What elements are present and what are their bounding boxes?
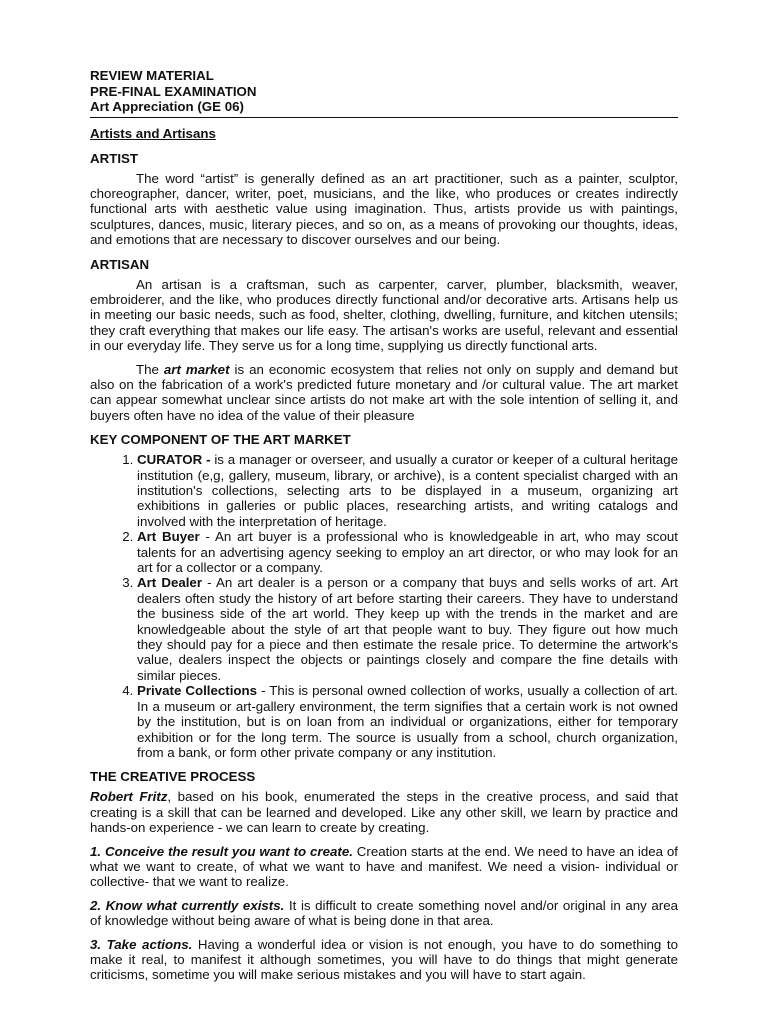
header-exam-title: PRE-FINAL EXAMINATION [90,83,257,99]
list-item-text: - An art dealer is a person or a company that buys and sells works of art. Art dealers often study the history of art before starting their careers. They have to understand the business side of the art world. They keep up with the trends in the market and are knowledgeable about the style of art that people want to buy. They figure out how much they should pay for a piece and then estimate the resale price. To determine the artwork's value, dealers inspect the objects or paintings closely and compare the fine details with similar pieces. [137,575,678,683]
list-item-text: is a manager or overseer, and usually a curator or keeper of a cultural heritage institution (e,g, gallery, museum, library, or archive), is a content specialist charged with an institution's collections, selecting arts to be displayed in a museum, organizing art exhibitions in galleries or public places, researching artists, and writing catalogs and involved with the interpretation of heritage. [137,452,678,529]
list-item-term: Art Dealer [137,575,202,591]
document-header [90,68,678,118]
step-title: 3. Take actions. [90,936,193,952]
art-market-paragraph [90,362,678,424]
list-item-term: CURATOR - [137,452,211,468]
list-item-term: Art Buyer [137,529,200,545]
artist-paragraph: The word “artist” is generally defined as an art practitioner, such as a painter, sculptor, choreographer, dancer, writer, poet, musicians, and the like, who produces or creates indirectly functional arts with aesthetic value using imagination. Thus, artists provide us with paintings, sculptures, dances, music, literary pieces, and so on, as a means of provoking our thoughts, ideas, and emotions that are necessary to discover ourselves and our being. [90,170,678,248]
list-item-curator [137,452,678,529]
step-text: Creation starts at the end. We need to have an idea of what we want to create, of what we want to have and manifest. We need a vision- individual or collective- that we want to realize. [90,843,678,890]
creative-process-heading: THE CREATIVE PROCESS [90,769,256,785]
step-text: Having a wonderful idea or vision is not enough, you have to do something to make it real, to manifest it although sometimes, you will have to do things that might generate criticisms, sometime you will make serious mistakes and you will have to start again. [90,936,678,983]
header-rule [90,117,678,118]
artisan-paragraph: An artisan is a craftsman, such as carpenter, carver, plumber, blacksmith, weaver, embroiderer, and the like, who produces directly functional and/or decorative arts. Artisans help us in meeting our basic needs, such as food, shelter, clothing, dwelling, furniture, and kitchen utensils; they craft everything that makes our life easy. The artisan's works are useful, relevant and essential in our everyday life. They serve us for a long time, supplying us directly functional arts. [90,276,678,354]
section-title: Artists and Artisans [90,125,216,141]
creative-process-intro [90,789,678,835]
creative-step-1 [90,844,678,890]
creative-step-3 [90,937,678,983]
list-item-term: Private Collections [137,683,258,699]
list-item-private-collections [137,683,678,760]
artist-heading: ARTIST [90,150,139,166]
artisan-heading: ARTISAN [90,256,150,272]
art-market-term: art market [163,361,230,377]
author-name: Robert Fritz [90,789,168,805]
step-title: 1. Conceive the result you want to create. [90,843,353,859]
art-market-pre: The [136,361,164,377]
list-item-text: - This is personal owned collection of works, usually a collection of art. In a museum or art-gallery environment, the term signifies that a certain work is not owned by the institution, but is on loan from an individual or organizations, either for temporary exhibition or for the long term. The source is usually from a school, church organization, from a bank, or form other private company or any institution. [137,683,678,760]
step-text: It is difficult to create something novel and/or original in any area of knowledge without being aware of what is being done in that area. [90,897,678,929]
key-component-heading: KEY COMPONENT OF THE ART MARKET [90,432,351,448]
step-title: 2. Know what currently exists. [90,897,285,913]
intro-text: , based on his book, enumerated the steps in the creative process, and said that creating is a skill that can be learned and developed. Like any other skill, we learn by practice and hands-on experience - we can learn to create by creating. [90,789,679,836]
header-review-material: REVIEW MATERIAL [90,68,214,83]
header-course-title: Art Appreciation (GE 06) [90,99,244,114]
creative-step-2 [90,898,678,929]
key-component-list [90,452,678,760]
list-item-art-dealer [137,575,678,683]
list-item-art-buyer [137,529,678,575]
art-market-post: is an economic ecosystem that relies not only on supply and demand but also on the fabrication of a work's predicted future monetary and /or cultural value. The art market can appear somewhat unclear since artists do not make art with the sole intention of selling it, and buyers often have no idea of the value of their pleasure [90,361,679,423]
list-item-text: - An art buyer is a professional who is knowledgeable in art, who may scout talents for an advertising agency seeking to employ an art director, or who may look for an art for a collector or a company. [137,529,678,576]
